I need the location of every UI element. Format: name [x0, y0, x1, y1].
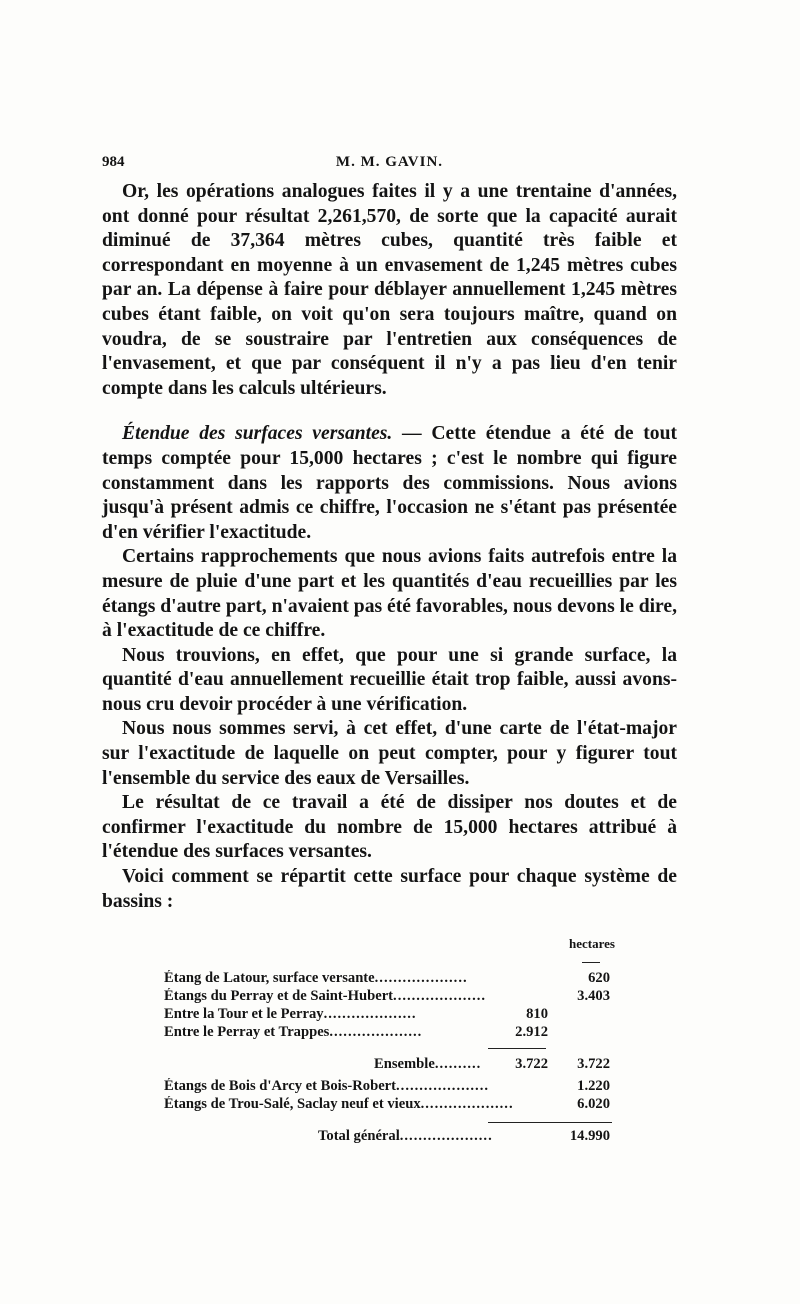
subtotal-row — [0, 1056, 610, 1074]
row-value: 620 — [588, 970, 610, 986]
row-label: Étangs de Trou-Salé, Saclay neuf et vieux.................... — [164, 1096, 514, 1112]
page-header — [102, 150, 677, 180]
table-row — [0, 970, 610, 988]
row-value: 6.020 — [577, 1096, 610, 1112]
total-row — [0, 1128, 610, 1146]
table-row — [0, 1006, 575, 1024]
table-row — [0, 1096, 610, 1114]
paragraph: Certains rapprochements que nous avions faits autrefois entre la mesure de pluie d'une part et les quantités d'eau recueillies par les étangs d'autre part, n'avaient pas été favorables, nous devons le dire, à l'exactitude de ce chiffre. — [102, 546, 677, 642]
page — [102, 150, 677, 914]
total-value: 14.990 — [569, 1128, 610, 1144]
page-number: 984 — [102, 154, 125, 170]
row-subvalue: 2.912 — [515, 1024, 548, 1040]
row-label: Étang de Latour, surface versante.................... — [164, 970, 468, 986]
table-row — [0, 1024, 575, 1042]
paragraph: Voici comment se répartit cette surface pour chaque système de bassins : — [102, 866, 677, 912]
row-value: 1.220 — [577, 1078, 610, 1094]
row-label: Étangs de Bois d'Arcy et Bois-Robert.................... — [164, 1078, 489, 1094]
row-label: Étangs du Perray et de Saint-Hubert.................... — [164, 988, 487, 1004]
subtotal-value: 3.722 — [577, 1056, 610, 1072]
paragraph: Le résultat de ce travail a été de dissiper nos doutes et de confirmer l'exactitude du nombre de 15,000 hectares attribué à l'étendue des surfaces versantes. — [102, 792, 677, 863]
subtotal-label: Ensemble.......... — [374, 1056, 482, 1072]
table-row — [0, 1078, 610, 1096]
unit-rule — [582, 962, 600, 963]
paragraph: Or, les opérations analogues faites il y a une trentaine d'années, ont donné pour résultat 2,261,570, de sorte que la capacité aurait diminué de 37,364 mètres cubes, quantité très faible et correspondant en moyenne à un envasement de 1,245 mètres cubes par an. La dépense à faire pour déblayer annuellement 1,245 mètres cubes étant faible, on voit qu'on sera toujours maître, quand on voudra, de se soustraire par l'entretien aux conséquences de l'envasement, et que par conséquent il n'y a pas lieu d'en tenir compte dans les calculs ultérieurs. — [102, 181, 677, 399]
unit-header: hectares — [569, 936, 615, 951]
table-row — [0, 988, 610, 1006]
total-label: Total général.................... — [318, 1128, 493, 1144]
total-rule — [488, 1122, 612, 1123]
running-title: M. M. GAVIN. — [335, 154, 444, 170]
subtotal-subvalue: 3.722 — [515, 1056, 548, 1072]
row-subvalue: 810 — [526, 1006, 548, 1022]
paragraph: Nous nous sommes servi, à cet effet, d'une carte de l'état-major sur l'exactitude de laquelle on peut compter, pour y figurer tout l'ensemble du service des eaux de Versailles. — [102, 718, 677, 789]
row-label: Entre la Tour et le Perray.................... — [164, 1006, 417, 1022]
section-title: Étendue des surfaces versantes. — [122, 423, 393, 445]
row-label: Entre le Perray et Trappes.................... — [164, 1024, 423, 1040]
section-intro-text: — Cette étendue a été de tout temps comptée pour 15,000 hectares ; c'est le nombre qui figure constamment dans les rapports des commissions. Nous avions jusqu'à présent admis ce chiffre, l'occasion ne s'étant pas présentée d'en vérifier l'exactitude. — [102, 423, 677, 543]
subtotal-rule — [488, 1048, 546, 1049]
row-value: 3.403 — [577, 988, 610, 1004]
section-paragraph — [102, 422, 677, 545]
paragraph: Nous trouvions, en effet, que pour une si grande surface, la quantité d'eau annuellement recueillie était trop faible, aussi avons-nous cru devoir procéder à une vérification. — [102, 644, 677, 715]
